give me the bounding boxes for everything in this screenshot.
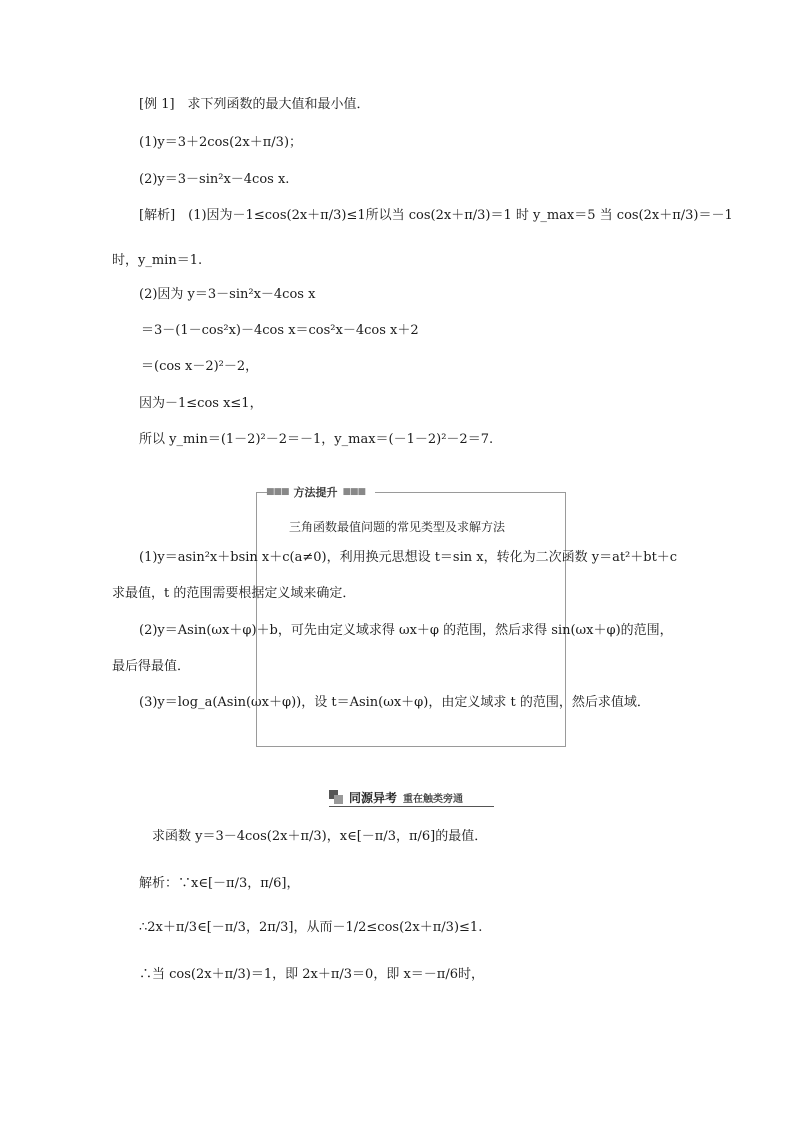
variant-label: 同源异考 <box>349 790 398 805</box>
question-1: (1)y＝3＋2cos(2x＋π/3)； <box>139 135 303 150</box>
question-2: (2)y＝3－sin²x－4cos x. <box>139 172 290 187</box>
variant-question: 求函数 y＝3－4cos(2x＋π/3)，x∈[－π/3，π/6]的最值． <box>152 829 488 844</box>
dots-decoration-icon: ■■■ <box>266 487 289 497</box>
variant-underline <box>329 806 494 807</box>
solution-2-line-4: 因为－1≤cos x≤1， <box>139 396 263 411</box>
squares-icon <box>329 790 343 804</box>
example-heading: [例 1] 求下列函数的最大值和最小值． <box>139 97 370 112</box>
solution-1-line-2: 时，y_min＝1. <box>112 253 203 268</box>
solution-2-line-1: (2)因为 y＝3－sin²x－4cos x <box>139 287 316 302</box>
variant-solution-3: ∴当 cos(2x＋π/3)＝1，即 2x＋π/3＝0，即 x＝－π/6时， <box>139 967 484 982</box>
method-subtitle: 三角函数最值问题的常见类型及求解方法 <box>288 520 505 534</box>
method-title <box>266 482 396 502</box>
variant-sublabel: 重在触类旁通 <box>403 793 464 805</box>
variant-heading <box>329 788 463 806</box>
method-point-2-line-1: (2)y＝Asin(ωx＋φ)＋b，可先由定义域求得 ωx＋φ 的范围，然后求得 sin(ωx＋φ)的范围， <box>139 623 673 638</box>
variant-solution-1: 解析：∵x∈[－π/3，π/6]， <box>139 876 300 891</box>
method-point-2-line-2: 最后得最值． <box>112 659 191 674</box>
dots-decoration-icon: ■■■ <box>342 487 366 497</box>
method-title-text: 方法提升 <box>293 486 338 499</box>
solution-2-line-5: 所以 y_min＝(1－2)²－2＝－1，y_max＝(－1－2)²－2＝7. <box>139 432 494 447</box>
method-point-1-line-2: 求最值，t 的范围需要根据定义域来确定． <box>112 586 356 601</box>
variant-solution-2: ∴2x＋π/3∈[－π/3，2π/3]，从而－1/2≤cos(2x＋π/3)≤1. <box>139 920 483 935</box>
solution-2-line-3: ＝(cos x－2)²－2， <box>141 359 259 374</box>
solution-2-line-2: ＝3－(1－cos²x)－4cos x＝cos²x－4cos x＋2 <box>141 323 419 338</box>
method-point-3: (3)y＝log_a(Asin(ωx＋φ))，设 t＝Asin(ωx＋φ)，由定义域求 t 的范围，然后求值域． <box>139 695 650 710</box>
solution-1-line-1: [解析] (1)因为－1≤cos(2x＋π/3)≤1所以当 cos(2x＋π/3)＝1 时 y_max＝5 当 cos(2x＋π/3)＝－1 <box>139 208 733 223</box>
method-point-1-line-1: (1)y＝asin²x＋bsin x＋c(a≠0)，利用换元思想设 t＝sin x，转化为二次函数 y＝at²＋bt＋c <box>139 550 678 565</box>
